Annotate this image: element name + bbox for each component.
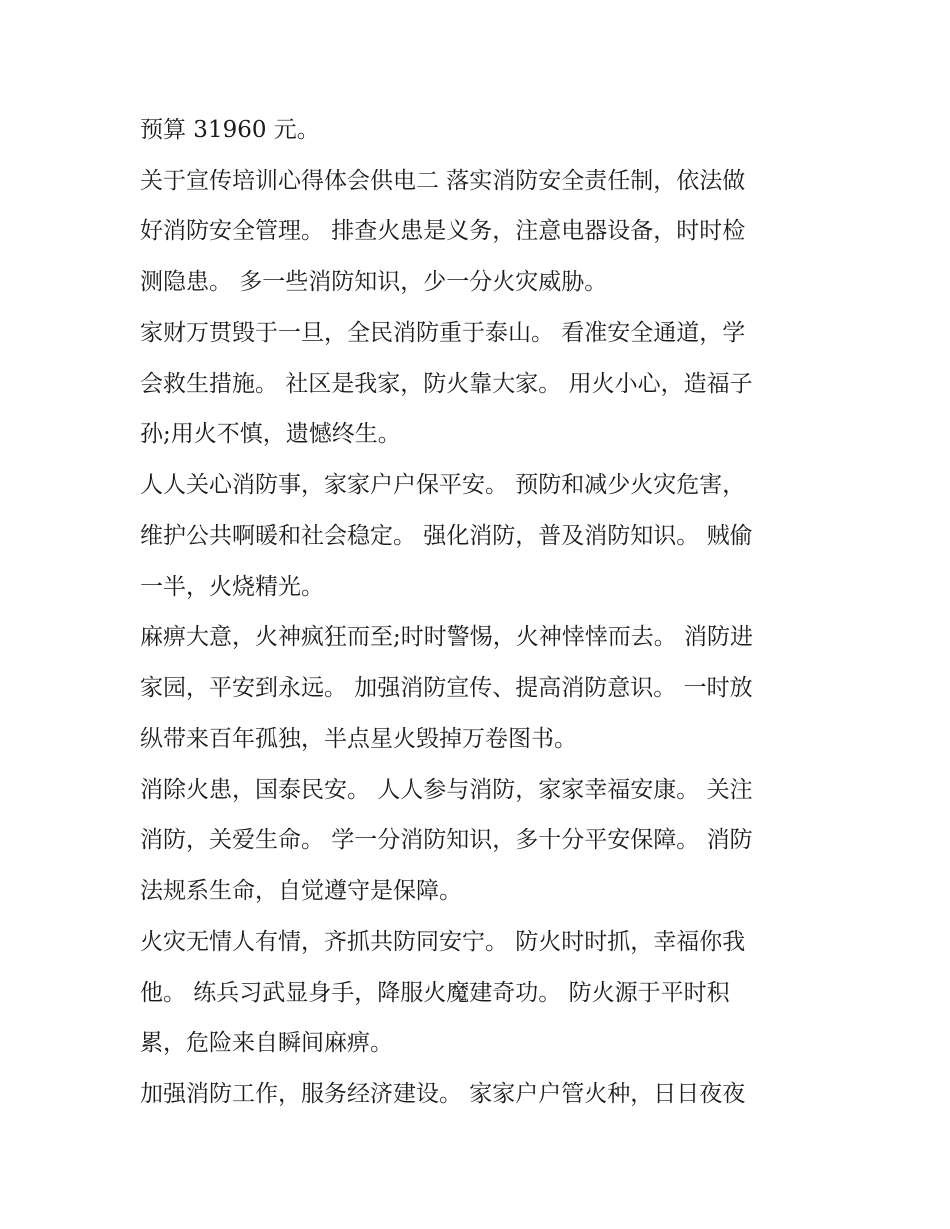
text-line: 家财万贯毁于一旦，全民消防重于泰山。 看准安全通道，学 xyxy=(140,320,746,346)
text-line: 消除火患，国泰民安。 人人参与消防，家家幸福安康。 关注 xyxy=(140,777,753,803)
text-line: 会救生措施。 社区是我家，防火靠大家。 用火小心，造福子 xyxy=(140,371,753,397)
text-line: 法规系生命，自觉遵守是保障。 xyxy=(140,878,462,904)
text-line: 好消防安全管理。 排查火患是义务，注意电器设备，时时检 xyxy=(140,218,746,244)
text-line: 人人关心消防事，家家户户保平安。 预防和减少火灾危害， xyxy=(140,472,746,498)
text-line: 消防，关爱生命。 学一分消防知识，多十分平安保障。 消防 xyxy=(140,827,753,853)
text-line: 维护公共啊暖和社会稳定。 强化消防，普及消防知识。 贼偷 xyxy=(140,523,753,549)
text-line-budget: 预算 31960 元。 xyxy=(140,117,320,143)
text-line: 一半，火烧精光。 xyxy=(140,574,324,600)
text-line: 孙;用火不慎，遗憾终生。 xyxy=(140,421,401,447)
text-line: 纵带来百年孤独，半点星火毁掉万卷图书。 xyxy=(140,726,577,752)
text-line: 关于宣传培训心得体会供电二 落实消防安全责任制，依法做 xyxy=(140,168,746,194)
text-line: 测隐患。 多一些消防知识，少一分火灾威胁。 xyxy=(140,269,608,295)
text-line: 加强消防工作，服务经济建设。 家家户户管火种，日日夜夜 xyxy=(140,1081,746,1107)
text-line: 火灾无情人有情，齐抓共防同安宁。 防火时时抓，幸福你我 xyxy=(140,929,746,955)
text-line: 累，危险来自瞬间麻痹。 xyxy=(140,1030,393,1056)
text-line: 家园，平安到永远。 加强消防宣传、提高消防意识。 一时放 xyxy=(140,675,753,701)
text-line: 他。 练兵习武显身手，降服火魔建奇功。 防火源于平时积 xyxy=(140,980,730,1006)
text-line: 麻痹大意，火神疯狂而至;时时警惕，火神悻悻而去。 消防进 xyxy=(140,624,754,650)
